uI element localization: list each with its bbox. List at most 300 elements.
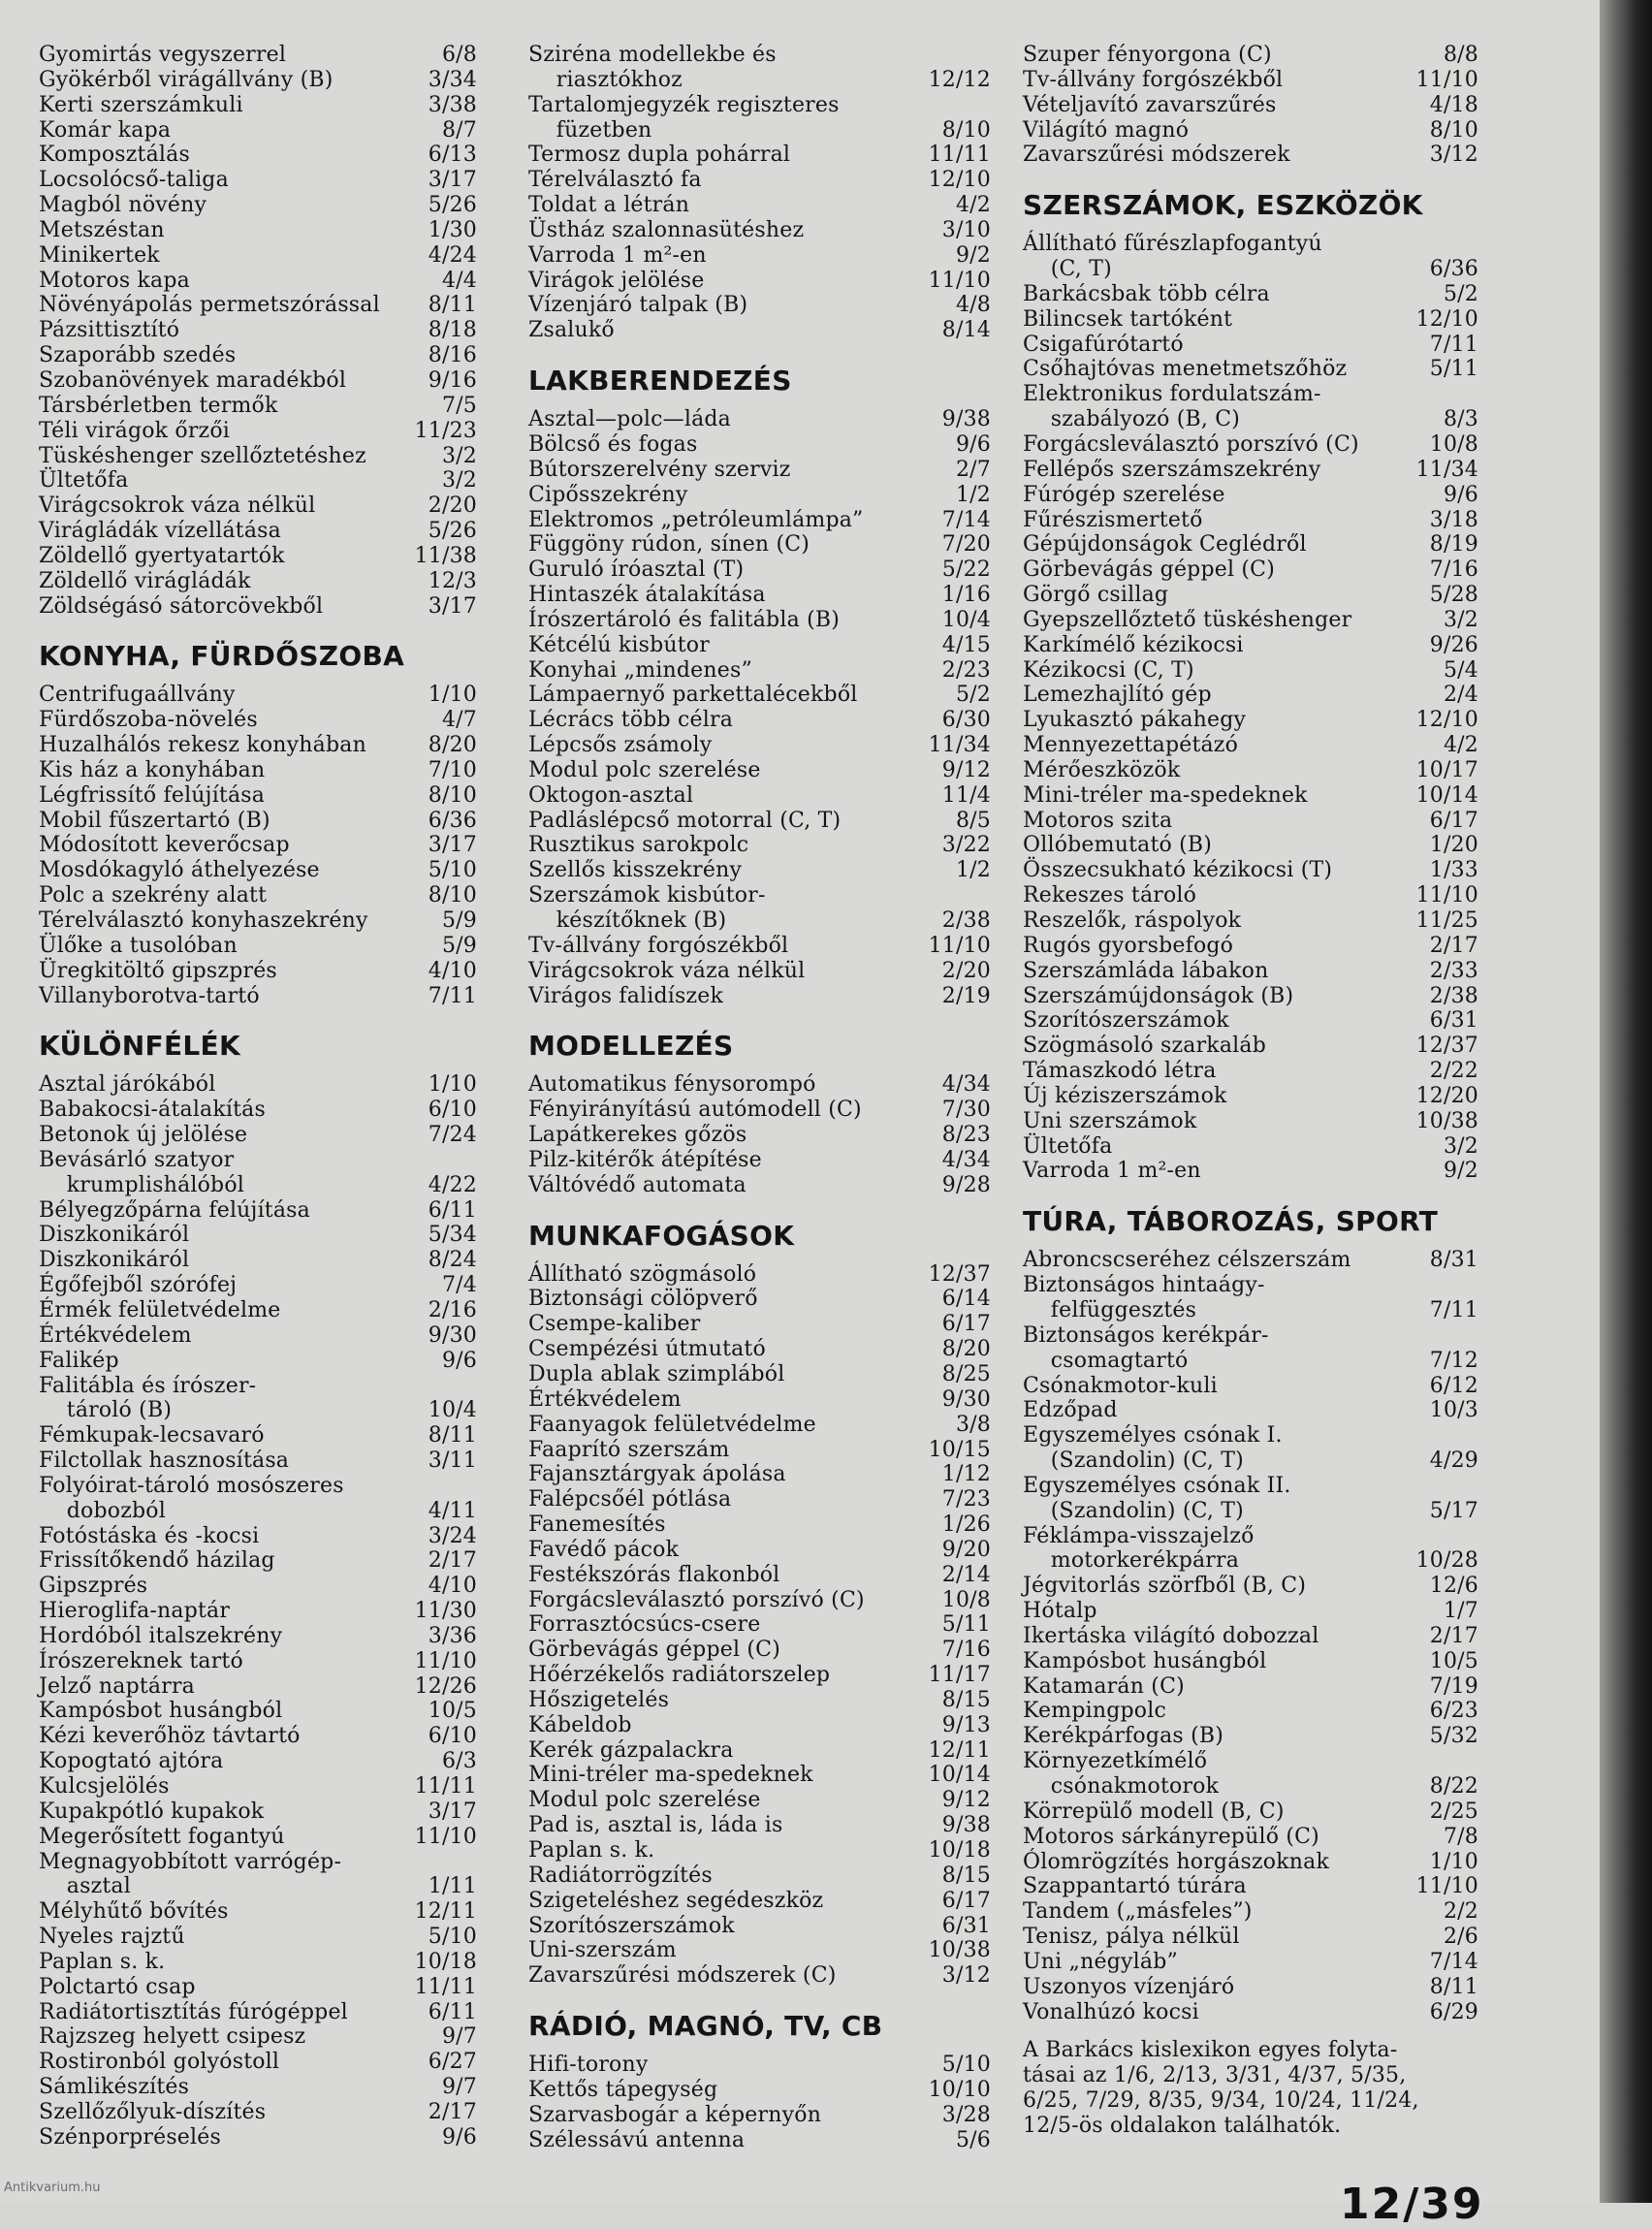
entry-title: Faaprító szerszám [528, 1437, 730, 1462]
entry-title: Fűrészismertető [1023, 507, 1203, 532]
index-entry [1023, 1499, 1478, 1524]
entry-issue-page: 2/38 [1429, 983, 1478, 1008]
entry-issue-page: 7/12 [1429, 1348, 1478, 1373]
entry-title: Kopogtató ajtóra [39, 1749, 224, 1774]
entry-title: Bölcső és fogas [528, 431, 698, 457]
index-entry [39, 1148, 477, 1173]
index-entry [528, 1413, 991, 1438]
index-entry [1023, 1398, 1478, 1423]
index-entry [1023, 1008, 1478, 1034]
entry-title: Szerszámok kisbútor- [528, 883, 766, 908]
entry-issue-page: 3/22 [941, 833, 991, 858]
index-entry [528, 1538, 991, 1563]
index-entry [39, 708, 477, 733]
index-entry [39, 243, 477, 269]
entry-title: Forgácsleválasztó porszívó (C) [1023, 431, 1359, 457]
entry-title: Zöldellő virágládák [39, 568, 251, 593]
entry-issue-page: 10/17 [1415, 757, 1478, 782]
entry-issue-page: 9/38 [941, 1813, 991, 1838]
entry-issue-page: 3/17 [428, 168, 477, 193]
entry-title: Tartalomjegyzék regiszteres [528, 92, 840, 117]
entry-issue-page: 11/23 [414, 418, 477, 443]
index-entry [39, 544, 477, 569]
entry-title: Kerékpárfogas (B) [1023, 1724, 1224, 1749]
index-entry [528, 458, 991, 483]
index-entry [1023, 1548, 1478, 1574]
entry-issue-page: 3/24 [428, 1523, 477, 1548]
entry-title: készítőknek (B) [528, 908, 727, 933]
entry-issue-page: 9/7 [441, 2075, 477, 2100]
entry-issue-page: 12/10 [1415, 708, 1478, 733]
entry-issue-page: 5/2 [955, 683, 991, 708]
index-entry [528, 557, 991, 583]
entry-title: Zsalukő [528, 318, 615, 343]
index-entry [1023, 633, 1478, 658]
entry-title: Üstház szalonnasütéshez [528, 217, 805, 242]
entry-issue-page: 8/10 [428, 782, 477, 808]
index-entry [528, 143, 991, 168]
index-entry [1023, 1774, 1478, 1799]
index-entry [1023, 658, 1478, 684]
entry-title: Hieroglifa-naptár [39, 1599, 231, 1624]
index-entry [1023, 407, 1478, 432]
section-heading: TÚRA, TÁBOROZÁS, SPORT [1023, 1205, 1439, 1238]
entry-title: Zöldségásó sátorcövekből [39, 593, 324, 619]
entry-title: Radiátorrögzítés [528, 1863, 713, 1888]
entry-issue-page: 1/33 [1429, 858, 1478, 883]
index-entry [39, 93, 477, 118]
entry-issue-page: 10/4 [941, 607, 991, 632]
entry-title: Barkácsbak több célra [1023, 281, 1270, 306]
entry-issue-page: 10/8 [1429, 431, 1478, 457]
entry-issue-page: 3/17 [428, 833, 477, 858]
index-entry [39, 1374, 477, 1399]
index-entry [528, 1287, 991, 1312]
entry-issue-page: 10/3 [1429, 1398, 1478, 1423]
entry-title: Állítható fűrészlapfogantyú [1023, 232, 1322, 257]
entry-title: Fajansztárgyak ápolása [528, 1462, 786, 1487]
index-entry [1023, 708, 1478, 733]
index-entry [528, 1123, 991, 1148]
index-entry [1023, 1825, 1478, 1850]
entry-title: Dupla ablak szimplából [528, 1361, 785, 1386]
entry-title: Csigafúrótartó [1023, 332, 1184, 357]
index-entry [1023, 1423, 1478, 1449]
entry-issue-page: 1/11 [428, 1874, 477, 1899]
entry-title: Növényápolás permetszórással [39, 293, 380, 318]
entry-issue-page: 11/10 [414, 1648, 477, 1673]
entry-issue-page: 9/26 [1429, 632, 1478, 657]
index-entry [39, 1449, 477, 1474]
entry-issue-page: 12/11 [414, 1899, 477, 1925]
entry-title: Motoros szita [1023, 808, 1173, 833]
entry-title: Ültetőfa [39, 468, 129, 494]
index-entry [1023, 357, 1478, 382]
index-entry [39, 1574, 477, 1599]
index-entry [39, 1072, 477, 1098]
entry-issue-page: 10/38 [928, 1938, 991, 1963]
entry-title: Automatikus fénysorompó [528, 1072, 816, 1098]
entry-title: Rugós gyorsbefogó [1023, 933, 1234, 958]
index-entry [528, 608, 991, 633]
index-entry [39, 2024, 477, 2050]
entry-title: Légfrissítő felújítása [39, 782, 266, 808]
index-entry [528, 1337, 991, 1362]
index-entry [39, 1724, 477, 1749]
entry-issue-page: 12/20 [1415, 1083, 1478, 1108]
entry-issue-page: 11/10 [414, 1824, 477, 1849]
index-entry [39, 1273, 477, 1298]
entry-title: Zavarszűrési módszerek [1023, 143, 1290, 168]
entry-issue-page: 1/26 [941, 1513, 991, 1538]
entry-issue-page: 2/4 [1443, 683, 1478, 708]
entry-title: motorkerékpárra [1023, 1548, 1240, 1574]
index-entry [1023, 1574, 1478, 1599]
index-column-1 [39, 43, 477, 2150]
index-entry [39, 1298, 477, 1323]
index-column-2 [528, 43, 991, 2152]
entry-title: Kampósbot husángból [1023, 1648, 1267, 1673]
entry-title: Csónakmotor-kuli [1023, 1373, 1218, 1398]
entry-issue-page: 5/28 [1429, 583, 1478, 608]
entry-title: Frissítőkendő házilag [39, 1548, 275, 1574]
entry-issue-page: 8/20 [428, 733, 477, 758]
entry-issue-page: 6/10 [428, 1098, 477, 1123]
entry-title: Szellőzőlyuk-díszítés [39, 2099, 267, 2124]
index-entry [1023, 783, 1478, 809]
entry-title: Hordóból italszekrény [39, 1623, 283, 1648]
entry-title: Írószereknek tartó [39, 1648, 243, 1673]
index-entry [39, 419, 477, 444]
index-entry [528, 934, 991, 959]
index-entry [39, 934, 477, 959]
entry-title: Hifi-torony [528, 2053, 649, 2078]
entry-title: Világító magnó [1023, 117, 1190, 143]
entry-issue-page: 5/26 [428, 519, 477, 544]
index-entry [1023, 1084, 1478, 1109]
entry-title: Egyszemélyes csónak I. [1023, 1423, 1283, 1449]
entry-issue-page: 10/18 [928, 1838, 991, 1863]
section-heading: KONYHA, FÜRDŐSZOBA [39, 640, 405, 673]
entry-issue-page: 9/6 [441, 2124, 477, 2149]
index-entry [528, 1148, 991, 1173]
entry-title: asztal [39, 1874, 131, 1899]
entry-title: Görgő csillag [1023, 583, 1169, 608]
index-entry [528, 508, 991, 533]
index-entry [39, 758, 477, 783]
index-entry [528, 733, 991, 758]
entry-issue-page: 11/10 [1415, 1874, 1478, 1899]
entry-title: Faanyagok felületvédelme [528, 1412, 816, 1437]
entry-issue-page: 5/9 [441, 933, 477, 958]
entry-issue-page: 2/6 [1443, 1925, 1478, 1950]
entry-title: Lámpaernyő parkettalécekből [528, 683, 858, 708]
entry-title: Tandem („másfeles”) [1023, 1899, 1253, 1925]
entry-issue-page: 12/37 [928, 1261, 991, 1287]
entry-issue-page: 6/17 [941, 1888, 991, 1913]
index-entry [528, 1738, 991, 1764]
index-entry [528, 68, 991, 93]
entry-title: Uni szerszámok [1023, 1108, 1197, 1133]
index-entry [1023, 1899, 1478, 1925]
entry-title: Kerék gázpalackra [528, 1737, 734, 1763]
entry-issue-page: 6/8 [441, 43, 477, 67]
entry-issue-page: 8/25 [941, 1361, 991, 1386]
entry-issue-page: 5/2 [1443, 281, 1478, 306]
index-entry [528, 1788, 991, 1813]
entry-title: riasztókhoz [528, 67, 683, 92]
entry-issue-page: 8/14 [941, 318, 991, 343]
index-entry [39, 1925, 477, 1950]
entry-title: Bútorszerelvény szerviz [528, 457, 791, 482]
entry-title: Gyökérből virágállvány (B) [39, 67, 334, 92]
entry-issue-page: 4/15 [941, 632, 991, 657]
entry-title: Virágcsokrok váza nélkül [528, 958, 806, 983]
entry-issue-page: 5/32 [1429, 1724, 1478, 1749]
entry-issue-page: 10/5 [428, 1699, 477, 1724]
entry-issue-page: 7/14 [941, 507, 991, 532]
index-entry [39, 43, 477, 68]
entry-issue-page: 5/34 [428, 1223, 477, 1248]
entry-issue-page: 4/24 [428, 242, 477, 268]
entry-issue-page: 12/3 [428, 568, 477, 593]
index-entry [1023, 1624, 1478, 1649]
entry-title: Szorítószerszámok [528, 1913, 735, 1938]
entry-issue-page: 6/11 [428, 1999, 477, 2024]
index-entry [1023, 1749, 1478, 1774]
entry-title: Hőérzékelős radiátorszelep [528, 1663, 831, 1688]
entry-issue-page: 3/2 [441, 443, 477, 468]
index-entry [528, 432, 991, 458]
entry-issue-page: 5/11 [941, 1612, 991, 1638]
entry-title: Reszelők, ráspolyok [1023, 908, 1242, 933]
entry-issue-page: 5/11 [1429, 357, 1478, 382]
index-entry [39, 1975, 477, 2000]
entry-issue-page: 2/17 [1429, 1623, 1478, 1648]
entry-title: Polc a szekrény alatt [39, 883, 268, 908]
index-entry [39, 269, 477, 294]
entry-title: Asztal járókából [39, 1072, 216, 1098]
section-heading: SZERSZÁMOK, ESZKÖZÖK [1023, 189, 1423, 222]
entry-title: Jégvitorlás szörfből (B, C) [1023, 1574, 1307, 1599]
entry-issue-page: 6/14 [941, 1287, 991, 1312]
entry-issue-page: 4/34 [941, 1147, 991, 1172]
entry-title: Fanemesítés [528, 1513, 666, 1538]
index-entry [1023, 1649, 1478, 1674]
entry-title: Paplan s. k. [528, 1838, 655, 1863]
index-entry [1023, 508, 1478, 533]
index-entry [39, 1850, 477, 1875]
entry-title: Komár kapa [39, 117, 172, 143]
entry-issue-page: 6/3 [441, 1749, 477, 1774]
entry-title: Bilincsek tartóként [1023, 306, 1233, 332]
index-entry [1023, 1059, 1478, 1084]
entry-title: Virágládák vízellátása [39, 519, 281, 544]
entry-title: Féklámpa-visszajelző [1023, 1523, 1255, 1548]
index-entry [528, 293, 991, 318]
entry-title: Biztonsági cölöpverő [528, 1287, 758, 1312]
page-number: 12/39 [1340, 2180, 1484, 2229]
entry-issue-page: 8/10 [428, 883, 477, 908]
entry-title: Falitábla és írószer- [39, 1373, 257, 1398]
index-entry [528, 1713, 991, 1738]
entry-issue-page: 3/2 [1443, 607, 1478, 632]
entry-title: Mélyhűtő bővítés [39, 1899, 229, 1925]
index-entry [528, 93, 991, 118]
entry-title: Vízenjáró talpak (B) [528, 293, 748, 318]
index-entry [39, 1599, 477, 1624]
index-entry [528, 758, 991, 783]
entry-issue-page: 11/30 [414, 1599, 477, 1624]
entry-issue-page: 3/18 [1429, 507, 1478, 532]
index-entry [39, 394, 477, 419]
entry-issue-page: 9/6 [955, 431, 991, 457]
index-entry [528, 1963, 991, 1989]
index-entry [39, 2125, 477, 2150]
entry-issue-page: 7/11 [1429, 332, 1478, 357]
entry-issue-page: 3/17 [428, 593, 477, 619]
entry-issue-page: 10/14 [928, 1763, 991, 1788]
entry-title: Jelző naptárra [39, 1673, 195, 1699]
entry-title: Vételjavító zavarszűrés [1023, 92, 1277, 117]
entry-title: Huzalhálós rekesz konyhában [39, 733, 366, 758]
index-entry [39, 1398, 477, 1423]
entry-issue-page: 8/20 [941, 1337, 991, 1362]
entry-issue-page: 1/30 [428, 217, 477, 242]
index-entry [39, 2100, 477, 2125]
lexicon-note: A Barkács kislexikon egyes folyta- tásai az 1/6, 2/13, 3/31, 4/37, 5/35, 6/25, 7/29, 8/35, 9/34, 10/24, 11/24, 12/5-ös oldalakon találhatók. [1023, 2038, 1419, 2138]
entry-title: Görbevágás géppel (C) [528, 1638, 780, 1663]
index-entry [39, 1499, 477, 1524]
index-entry [39, 1524, 477, 1549]
entry-title: Kampósbot husángból [39, 1699, 283, 1724]
entry-title: Radiátortisztítás fúrógéppel [39, 1999, 348, 2024]
entry-issue-page: 2/17 [428, 2099, 477, 2124]
entry-title: csomagtartó [1023, 1348, 1189, 1373]
entry-title: tároló (B) [39, 1398, 173, 1423]
entry-issue-page: 6/31 [1429, 1008, 1478, 1034]
entry-issue-page: 9/28 [941, 1172, 991, 1197]
index-entry [39, 984, 477, 1009]
entry-title: Mini-tréler ma-spedeknek [1023, 782, 1308, 808]
index-entry [1023, 758, 1478, 783]
section-heading: RÁDIÓ, MAGNÓ, TV, CB [528, 2010, 883, 2043]
entry-issue-page: 7/16 [941, 1638, 991, 1663]
entry-issue-page: 7/10 [428, 757, 477, 782]
entry-issue-page: 9/20 [941, 1537, 991, 1562]
index-entry [528, 1889, 991, 1914]
entry-title: Mobil fűszertartó (B) [39, 808, 270, 833]
book-spine-shadow [1600, 0, 1652, 2203]
entry-title: Lécrács több célra [528, 708, 734, 733]
index-entry [39, 218, 477, 243]
entry-issue-page: 7/30 [941, 1098, 991, 1123]
index-entry [1023, 608, 1478, 633]
entry-title: (Szandolin) (C, T) [1023, 1498, 1244, 1523]
entry-issue-page: 2/2 [1443, 1899, 1478, 1925]
entry-issue-page: 8/31 [1429, 1248, 1478, 1273]
index-entry [528, 1938, 991, 1963]
entry-title: szabályozó (B, C) [1023, 407, 1241, 432]
index-entry [528, 633, 991, 658]
entry-title: Fúrógép szerelése [1023, 482, 1225, 507]
entry-issue-page: 12/37 [1415, 1034, 1478, 1059]
entry-title: krumplishálóból [39, 1172, 245, 1197]
entry-title: Elektronikus fordulatszám- [1023, 382, 1321, 407]
entry-issue-page: 3/10 [941, 217, 991, 242]
entry-issue-page: 1/10 [428, 683, 477, 708]
entry-title: Összecsukható kézikocsi (T) [1023, 858, 1333, 883]
entry-title: Pad is, asztal is, láda is [528, 1813, 783, 1838]
entry-issue-page: 3/11 [428, 1449, 477, 1474]
index-entry [39, 1098, 477, 1123]
entry-issue-page: 11/4 [941, 782, 991, 808]
index-entry [1023, 2000, 1478, 2025]
entry-title: Sziréna modellekbe és [528, 43, 777, 67]
entry-title: Elektromos „petróleumlámpa” [528, 507, 864, 532]
entry-title: Padláslépcső motorral (C, T) [528, 808, 842, 833]
entry-issue-page: 1/2 [955, 482, 991, 507]
index-entry [1023, 1374, 1478, 1399]
index-entry [528, 2078, 991, 2103]
entry-issue-page: 11/10 [1415, 67, 1478, 92]
entry-title: Szigeteléshez segédeszköz [528, 1888, 824, 1913]
entry-title: csónakmotorok [1023, 1774, 1220, 1799]
entry-title: Virágos falidíszek [528, 983, 724, 1008]
entry-title: Pilz-kitérők átépítése [528, 1147, 762, 1172]
entry-title: Ültetőfa [1023, 1133, 1113, 1159]
index-entry [39, 1223, 477, 1248]
entry-issue-page: 5/10 [428, 1925, 477, 1950]
entry-title: Térelválasztó konyhaszekrény [39, 908, 368, 933]
index-entry [39, 318, 477, 343]
entry-title: Toldat a létrán [528, 193, 690, 218]
index-entry [1023, 858, 1478, 883]
entry-title: Polctartó csap [39, 1974, 196, 1999]
index-entry [528, 883, 991, 908]
entry-issue-page: 2/14 [941, 1562, 991, 1587]
entry-title: Tenisz, pálya nélkül [1023, 1925, 1240, 1950]
entry-issue-page: 9/13 [941, 1712, 991, 1737]
index-entry [1023, 908, 1478, 934]
index-entry [1023, 143, 1478, 168]
entry-issue-page: 5/6 [955, 2127, 991, 2152]
index-entry [528, 168, 991, 193]
index-entry [528, 708, 991, 733]
index-entry [39, 908, 477, 934]
entry-title: Biztonságos kerékpár- [1023, 1322, 1269, 1348]
index-entry [39, 1674, 477, 1700]
entry-title: Gyomirtás vegyszerrel [39, 43, 287, 67]
entry-issue-page: 1/12 [941, 1462, 991, 1487]
watermark-text: Antikvarium.hu [4, 2181, 101, 2195]
entry-issue-page: 3/2 [441, 468, 477, 494]
entry-issue-page: 2/23 [941, 657, 991, 683]
index-entry [39, 809, 477, 834]
entry-title: Bevásárló szatyor [39, 1147, 235, 1172]
entry-title: Szaporább szedés [39, 343, 237, 368]
entry-title: Írószertároló és falitábla (B) [528, 607, 841, 632]
index-entry [1023, 432, 1478, 458]
entry-issue-page: 8/8 [1443, 43, 1478, 67]
entry-title: Kettős tápegység [528, 2077, 718, 2102]
index-entry [528, 1387, 991, 1413]
entry-issue-page: 1/10 [428, 1072, 477, 1098]
entry-issue-page: 3/38 [428, 92, 477, 117]
entry-issue-page: 11/34 [928, 733, 991, 758]
index-entry [528, 683, 991, 708]
index-entry [1023, 733, 1478, 758]
